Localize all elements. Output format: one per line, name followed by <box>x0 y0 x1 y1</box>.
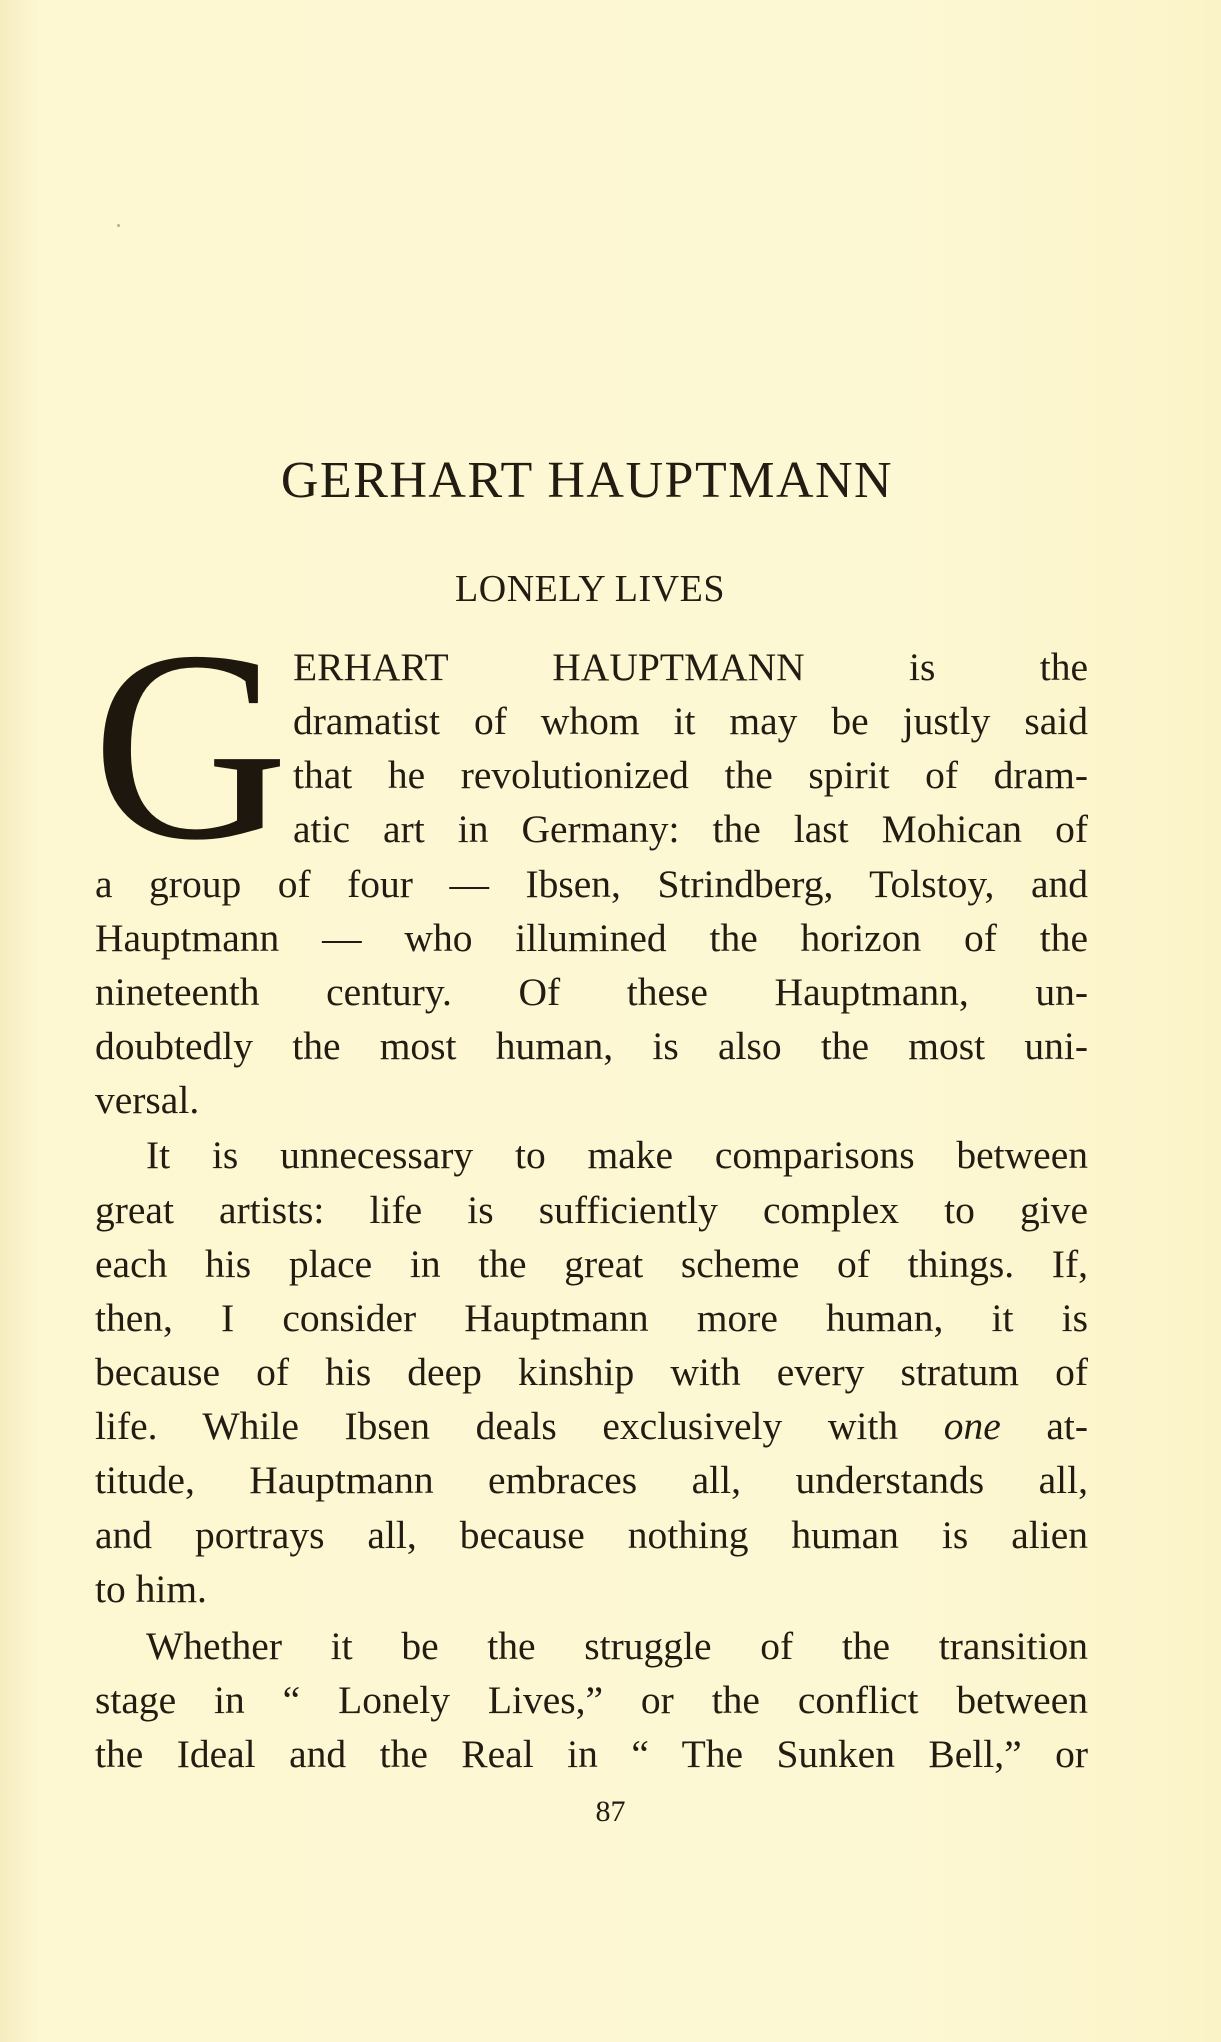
body-line: then, I consider Hauptmann more human, it is <box>95 1296 1088 1340</box>
body-line: It is unnecessary to make comparisons between <box>146 1133 1088 1177</box>
drop-cap: G <box>92 595 289 896</box>
italic-word: one <box>943 1404 1001 1448</box>
line-text: at- <box>1046 1404 1088 1448</box>
body-line: that he revolutionized the spirit of dram- <box>293 753 1088 797</box>
body-line: the Ideal and the Real in “ The Sunken Bell,” or <box>95 1732 1088 1776</box>
body-line: doubtedly the most human, is also the most uni- <box>95 1024 1088 1068</box>
body-line: versal. <box>95 1078 200 1122</box>
body-line: a group of four — Ibsen, Strindberg, Tolstoy, and <box>95 862 1088 906</box>
body-line: atic art in Germany: the last Mohican of <box>293 807 1088 851</box>
body-line: and portrays all, because nothing human is alien <box>95 1513 1088 1557</box>
body-line: because of his deep kinship with every stratum of <box>95 1350 1088 1394</box>
body-line: great artists: life is sufficiently complex to give <box>95 1188 1088 1232</box>
page-number: 87 <box>595 1795 626 1828</box>
body-line: Whether it be the struggle of the transition <box>146 1624 1088 1668</box>
line-text: life. While Ibsen deals exclusively with <box>95 1404 899 1448</box>
body-line: Hauptmann — who illumined the horizon of the <box>95 916 1088 960</box>
chapter-title: GERHART HAUPTMANN <box>280 452 894 509</box>
body-line: each his place in the great scheme of things. If, <box>95 1242 1088 1286</box>
body-line: dramatist of whom it may be justly said <box>293 699 1088 743</box>
body-line: titude, Hauptmann embraces all, understands all, <box>95 1458 1088 1502</box>
body-line: ERHART HAUPTMANN is the <box>293 645 1088 689</box>
paper-speck <box>117 224 120 227</box>
section-title: LONELY LIVES <box>455 568 725 610</box>
body-line: stage in “ Lonely Lives,” or the conflict between <box>95 1678 1088 1722</box>
body-line: nineteenth century. Of these Hauptmann, un- <box>95 970 1088 1014</box>
body-line: to him. <box>95 1567 207 1611</box>
body-line <box>95 1399 1088 1453</box>
